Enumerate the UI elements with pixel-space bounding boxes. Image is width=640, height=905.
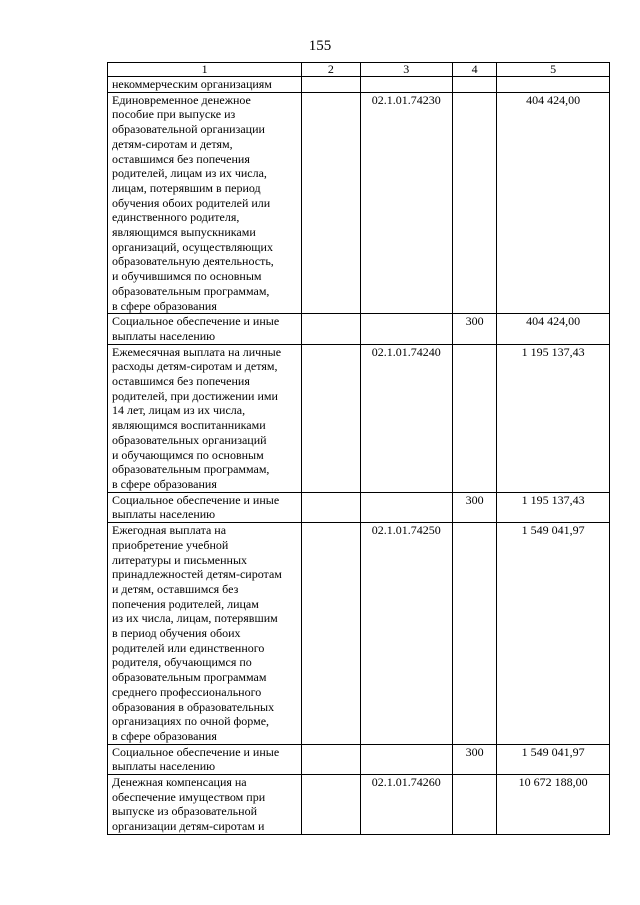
row-amount: 1 549 041,97: [497, 523, 610, 745]
row-amount: 404 424,00: [497, 314, 610, 344]
row-amount: 10 672 188,00: [497, 775, 610, 835]
row-expense-type: 300: [453, 744, 497, 774]
row-expense-type: [453, 523, 497, 745]
row-target-code: [360, 492, 453, 522]
row-column-2: [302, 492, 360, 522]
row-description: Единовременное денежное пособие при выпуске из образовательной организации детям-сиротам и детям, оставшимся без попечения родителей, лицам из их числа, лицам, потерявшим в период обучения обоих родителей или единственного родителя, являющимся выпускниками организаций, осуществляющих образовательную деятельность, и обучившимся по основным образовательным программам, в сфере образования: [108, 92, 302, 314]
table-header-row: [108, 63, 610, 77]
budget-table: [107, 62, 610, 835]
table-row: [108, 92, 610, 314]
row-column-2: [302, 775, 360, 835]
row-target-code: [360, 744, 453, 774]
row-expense-type: [453, 344, 497, 492]
row-target-code: 02.1.01.74250: [360, 523, 453, 745]
table-row: [108, 314, 610, 344]
row-amount: 404 424,00: [497, 92, 610, 314]
row-column-2: [302, 344, 360, 492]
row-target-code: [360, 77, 453, 93]
table-row: [108, 744, 610, 774]
row-expense-type: [453, 77, 497, 93]
column-header-3: 3: [360, 63, 453, 77]
row-target-code: [360, 314, 453, 344]
row-description: Социальное обеспечение и иные выплаты населению: [108, 314, 302, 344]
row-description: Социальное обеспечение и иные выплаты населению: [108, 744, 302, 774]
row-expense-type: [453, 775, 497, 835]
row-description: Денежная компенсация на обеспечение имуществом при выпуске из образовательной организации детям-сиротам и: [108, 775, 302, 835]
page-number: 155: [308, 38, 332, 54]
row-target-code: 02.1.01.74240: [360, 344, 453, 492]
column-header-5: 5: [497, 63, 610, 77]
row-column-2: [302, 523, 360, 745]
table-row: [108, 492, 610, 522]
row-amount: 1 195 137,43: [497, 344, 610, 492]
row-description: Социальное обеспечение и иные выплаты населению: [108, 492, 302, 522]
row-amount: 1 195 137,43: [497, 492, 610, 522]
row-column-2: [302, 314, 360, 344]
column-header-4: 4: [453, 63, 497, 77]
row-column-2: [302, 744, 360, 774]
row-column-2: [302, 92, 360, 314]
column-header-1: 1: [108, 63, 302, 77]
table-row: [108, 77, 610, 93]
row-expense-type: [453, 92, 497, 314]
row-description: некоммерческим организациям: [108, 77, 302, 93]
table-row: [108, 523, 610, 745]
row-amount: [497, 77, 610, 93]
row-expense-type: 300: [453, 492, 497, 522]
row-column-2: [302, 77, 360, 93]
row-target-code: 02.1.01.74260: [360, 775, 453, 835]
row-description: Ежемесячная выплата на личные расходы детям-сиротам и детям, оставшимся без попечения родителей, при достижении ими 14 лет, лицам из их числа, являющимся воспитанниками образовательных организаций и обучающимся по основным образовательным программам, в сфере образования: [108, 344, 302, 492]
row-expense-type: 300: [453, 314, 497, 344]
row-amount: 1 549 041,97: [497, 744, 610, 774]
column-header-2: 2: [302, 63, 360, 77]
row-description: Ежегодная выплата на приобретение учебной литературы и письменных принадлежностей детям-сиротам и детям, оставшимся без попечения родителей, лицам из их числа, лицам, потерявшим в период обучения обоих родителей или единственного родителя, обучающимся по образовательным программам среднего профессионального образования в образовательных организациях по очной форме, в сфере образования: [108, 523, 302, 745]
row-target-code: 02.1.01.74230: [360, 92, 453, 314]
table-row: [108, 775, 610, 835]
table-row: [108, 344, 610, 492]
